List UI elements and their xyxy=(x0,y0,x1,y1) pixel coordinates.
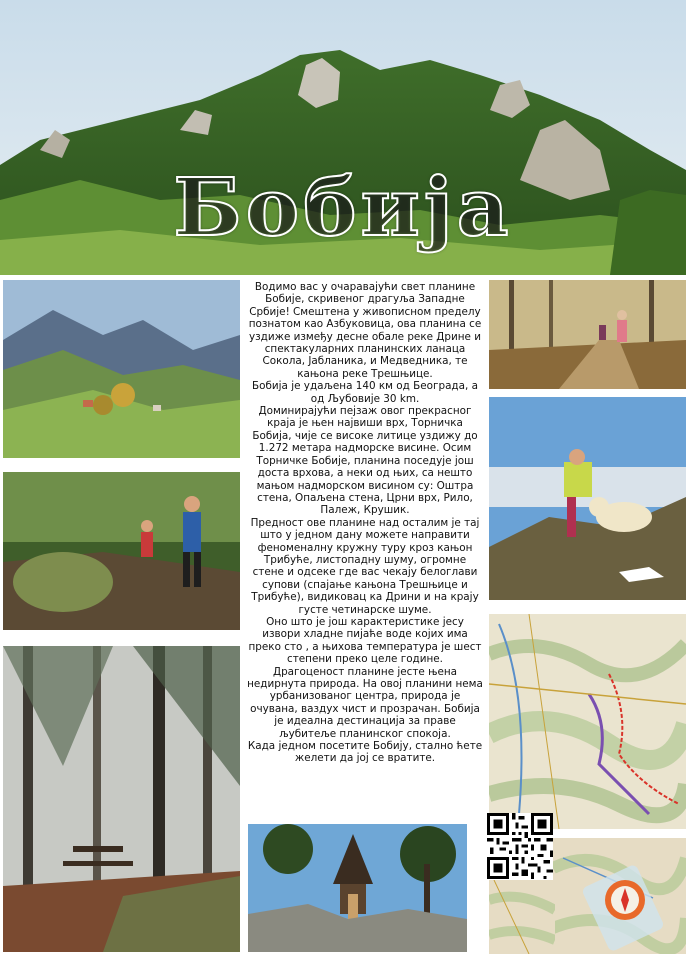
forest-hikers-photo xyxy=(489,280,686,389)
map-compass-photo xyxy=(553,838,686,954)
paragraph-intro: Водимо вас у очаравајући свет планине Бобије, скривеног драгуља Западне Србије! Смештена у живописном пределу познатом као Азбуковица, ова планина се уздиже између десне обале реке Дрине и спектакуларних планинских ланаца Сокола, Јабланика, и Медведника, те кањона реке Трешњице. xyxy=(248,281,482,380)
paragraph-peaks: Доминирајући пејзаж овог прекрасног краја је њен највиши врх, Торничка Бобија, чије се високе литице уздижу до 1.272 метара надморске висине. Осим Торничке Бобије, планина поседује још доста врхова, а неки од њих, са нешто мањом надморском висином су: Оштра стена, Опаљена стена, Црни врх, Рило, Палеж, Крушик. xyxy=(252,405,478,517)
paragraph-springs: Оно што је још карактеристике јесу извори хладне пијаће воде којих има преко сто , а њихова температура је шест степени преко целе године. xyxy=(248,615,482,666)
wooden-lookout-photo xyxy=(248,824,467,952)
misty-forest-picnic-photo xyxy=(3,646,240,952)
page-title: Бобија xyxy=(173,160,513,254)
article-body xyxy=(247,281,483,765)
trail-runners-photo xyxy=(3,472,240,630)
paragraph-nature: Драгоценост планине јесте њена недирнута природа. На овој планини нема урбанизованог центра, природа је очувана, ваздух чист и прозрачан. Бобија је идеална дестинација за праве љубитеље планинског спокоја. xyxy=(247,665,483,740)
paragraph-distance: Бобија је удаљена 140 км од Београда, а од Љубовије 30 km. xyxy=(252,380,478,405)
qr-code[interactable] xyxy=(487,813,553,879)
topographic-map-image xyxy=(489,614,686,829)
map-fragment-under-qr xyxy=(489,880,555,954)
valley-village-photo xyxy=(3,280,240,458)
summit-dog-hiker-photo xyxy=(489,397,686,600)
paragraph-tour: Предност ове планине над осталим је тај што у једном дану можете направити феноменалну кружну туру кроз кањон Трибуће, листопадну шуму, огромне стене и одсеке где вас чекају белоглави супови (спајање кањона Трешњице и Трибуће), видиковац ка Дрини и на крају густе четинарске шуме. xyxy=(250,516,480,616)
paragraph-closing: Када једном посетите Бобију, стално ћете желети да јој се вратите. xyxy=(247,740,483,765)
